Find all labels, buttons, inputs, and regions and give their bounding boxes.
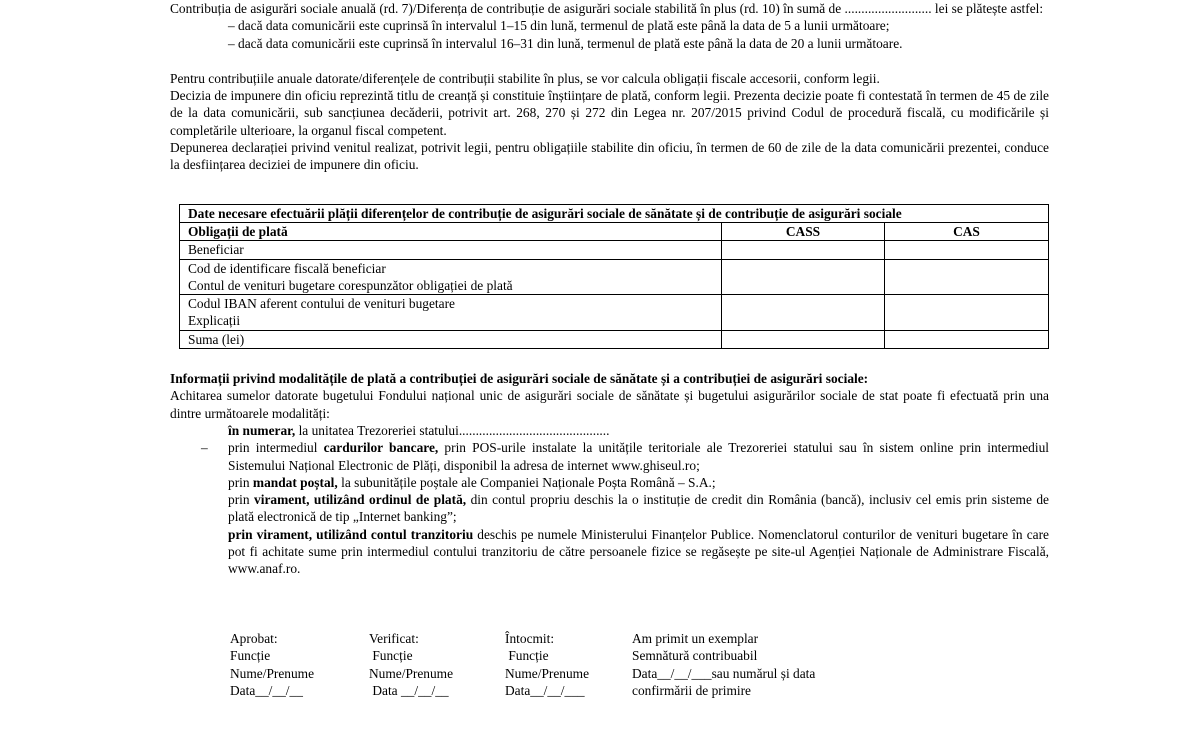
payment-method-postal: prin mandat poștal, la subunitățile poștale ale Companiei Naționale Poșta Română – S.A.; (228, 474, 716, 490)
table-header-cas: CAS (885, 222, 1049, 240)
payment-method-card: – prin intermediul cardurilor bancare, prin POS-urile instalate la unitățile teritoriale ale Trezoreriei statului sau în sistem online prin intermediul Sistemului Național Electronic de Plăți, disponibil la adresa de internet www.ghiseul.ro; (201, 440, 1049, 473)
row-label: Suma (lei) (180, 330, 722, 348)
row-label: Codul IBAN aferent contului de venituri bugetare Explicații (180, 295, 722, 331)
signature-taxpayer: Am primit un exemplar Semnătură contribuabil Data__/__/___sau numărul și data confirmării de primire (632, 631, 816, 698)
table-row (180, 330, 1049, 348)
decision-paragraph: Decizia de impunere din oficiu reprezintă titlu de creanță și constituie înștiințare de plată, conform legii. Prezenta decizie poate fi contestată în termen de 45 de zile de la data comunicării, sub sancțiunea decăderii, potrivit art. 268, 270 și 272 din Legea nr. 207/2015 privind Codul de procedură fiscală, cu modificările și completările ulterioare, la organul fiscal competent. (170, 88, 1049, 138)
document-page (170, 0, 1049, 578)
term-bullet-1: – dacă data comunicării este cuprinsă în intervalul 1–15 din lună, termenul de plată este până la data de 5 a lunii următoare; (228, 18, 890, 34)
payment-data-table (179, 204, 1049, 349)
table-title: Date necesare efectuării plății diferențelor de contribuție de asigurări sociale de sănătate și de contribuție de asigurări sociale (180, 204, 1049, 222)
payment-method-transfer: prin virament, utilizând ordinul de plată, din contul propriu deschis la o instituție de credit din România (bancă), inclusiv cel emis prin sisteme de plată electronică de tip „Internet banking”; (228, 492, 1049, 525)
cass-cell (722, 330, 885, 348)
signature-approved: Aprobat: Funcție Nume/Prenume Data__/__/__ (230, 631, 315, 698)
table-row (180, 241, 1049, 259)
table-header-cass: CASS (722, 222, 885, 240)
row-label: Cod de identificare fiscală beneficiar Contul de venituri bugetare corespunzător obligației de plată (180, 259, 722, 295)
intro-line: Contribuția de asigurări sociale anuală (rd. 7)/Diferența de contribuție de asigurări sociale stabilită în plus (rd. 10) în sumă de .......................... lei se plătește astfel: (170, 1, 1044, 16)
cas-cell (885, 295, 1049, 331)
table-row (180, 259, 1049, 295)
signature-prepared: Întocmit: Funcție Nume/Prenume Data__/__/___ (505, 631, 590, 698)
payment-info-intro: Achitarea sumelor datorate bugetului Fondului național unic de asigurări sociale de sănătate și bugetului asigurărilor sociale de stat poate fi efectuată prin una dintre următoarele modalități: (170, 388, 1049, 421)
cas-cell (885, 330, 1049, 348)
signature-verified: Verificat: Funcție Nume/Prenume Data __/__/__ (369, 631, 454, 698)
table-header-label: Obligații de plată (180, 222, 722, 240)
cas-cell (885, 241, 1049, 259)
table-row (180, 295, 1049, 331)
cass-cell (722, 259, 885, 295)
payment-info-title: Informații privind modalitățile de plată a contribuției de asigurări sociale de sănătate și a contribuției de asigurări sociale: (170, 371, 869, 387)
term-bullet-2: – dacă data comunicării este cuprinsă în intervalul 16–31 din lună, termenul de plată este până la data de 20 a lunii următoare. (228, 35, 903, 51)
declaration-paragraph: Depunerea declarației privind venitul realizat, potrivit legii, pentru obligațiile stabilite din oficiu, în termen de 60 de zile de la data comunicării prezentei, conduce la desființarea deciziei de impunere din oficiu. (170, 140, 1049, 173)
cass-cell (722, 241, 885, 259)
row-label: Beneficiar (180, 241, 722, 259)
cas-cell (885, 259, 1049, 295)
dash-marker: – (201, 440, 208, 456)
payment-method-transit: prin virament, utilizând contul tranzitoriu deschis pe numele Ministerului Finanțelor Publice. Nomenclatorul conturilor de venituri bugetare în care pot fi achitate sume prin intermediul contului tranzitoriu de către persoanele fizice se regăsește pe site-ul Agenției Naționale de Administrare Fiscală, www.anaf.ro. (228, 526, 1049, 577)
accessories-paragraph: Pentru contribuțiile anuale datorate/diferențele de contribuții stabilite în plus, se vor calcula obligații fiscale accesorii, conform legii. (170, 70, 880, 86)
payment-method-cash: în numerar, la unitatea Trezoreriei statului............................................. (228, 422, 610, 438)
cass-cell (722, 295, 885, 331)
